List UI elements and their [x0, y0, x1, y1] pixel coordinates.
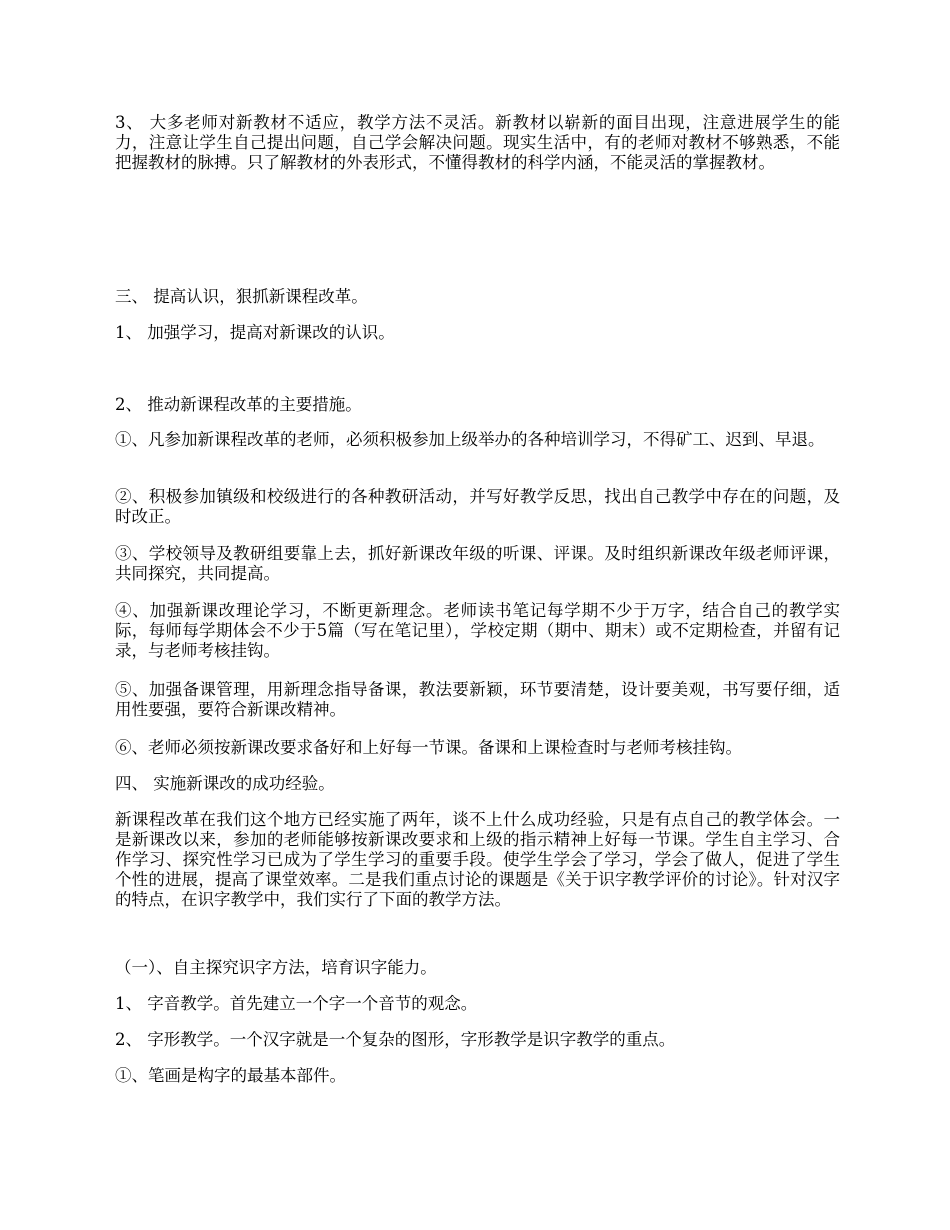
paragraph-item-1: 1、 加强学习，提高对新课改的认识。	[115, 323, 395, 342]
heading-section-4: 四、 实施新课改的成功经验。	[115, 774, 335, 793]
paragraph-measure-4: ④、加强新课改理论学习，不断更新理念。老师读书笔记每学期不少于万字，结合自己的教学实际，每师每学期体会不少于5篇（写在笔记里），学校定期（期中、期末）或不定期检查，并留有记录，与老师考核挂钩。	[115, 601, 840, 660]
paragraph-experience: 新课程改革在我们这个地方已经实施了两年，谈不上什么成功经验，只是有点自己的教学体会。一是新课改以来，参加的老师能够按新课改要求和上级的指示精神上好每一节课。学生自主学习、合作学习、探究性学习已成为了学生学习的重要手段。使学生学会了学习，学会了做人，促进了学生个性的进展，提高了课堂效率。二是我们重点讨论的课题是《关于识字教学评价的讨论》。针对汉字的特点，在识字教学中，我们实行了下面的教学方法。	[115, 810, 840, 909]
paragraph-measure-1: ①、凡参加新课程改革的老师，必须积极参加上级举办的各种培训学习，不得矿工、迟到、早退。	[115, 430, 825, 449]
heading-subsection-1: （一）、自主探究识字方法，培育识字能力。	[115, 958, 437, 977]
heading-section-3: 三、 提高认识，狠抓新课程改革。	[115, 287, 368, 306]
paragraph-character-form: 2、 字形教学。一个汉字就是一个复杂的图形，字形教学是识字教学的重点。	[115, 1030, 676, 1049]
paragraph-item-2: 2、 推动新课程改革的主要措施。	[115, 395, 362, 414]
paragraph-measure-5: ⑤、加强备课管理，用新理念指导备课，教法要新颖，环节要清楚，设计要美观，书写要仔细，适用性要强，要符合新课改精神。	[115, 680, 840, 719]
paragraph-measure-3: ③、学校领导及教研组要靠上去，抓好新课改年级的听课、评课。及时组织新课改年级老师评课，共同探究，共同提高。	[115, 544, 840, 583]
paragraph-measure-2: ②、积极参加镇级和校级进行的各种教研活动，并写好教学反思，找出自己教学中存在的问题，及时改正。	[115, 487, 840, 526]
paragraph-problem-3: 3、 大多老师对新教材不适应，教学方法不灵活。新教材以崭新的面目出现，注意进展学生的能力，注意让学生自己提出问题，自己学会解决问题。现实生活中，有的老师对教材不够熟悉，不能把握教材的脉搏。只了解教材的外表形式，不懂得教材的科学内涵，不能灵活的掌握教材。	[115, 113, 840, 172]
paragraph-pronunciation: 1、 字音教学。首先建立一个字一个音节的观念。	[115, 994, 478, 1013]
paragraph-measure-6: ⑥、老师必须按新课改要求备好和上好每一节课。备课和上课检查时与老师考核挂钩。	[115, 738, 742, 757]
paragraph-strokes: ①、笔画是构字的最基本部件。	[115, 1066, 346, 1085]
